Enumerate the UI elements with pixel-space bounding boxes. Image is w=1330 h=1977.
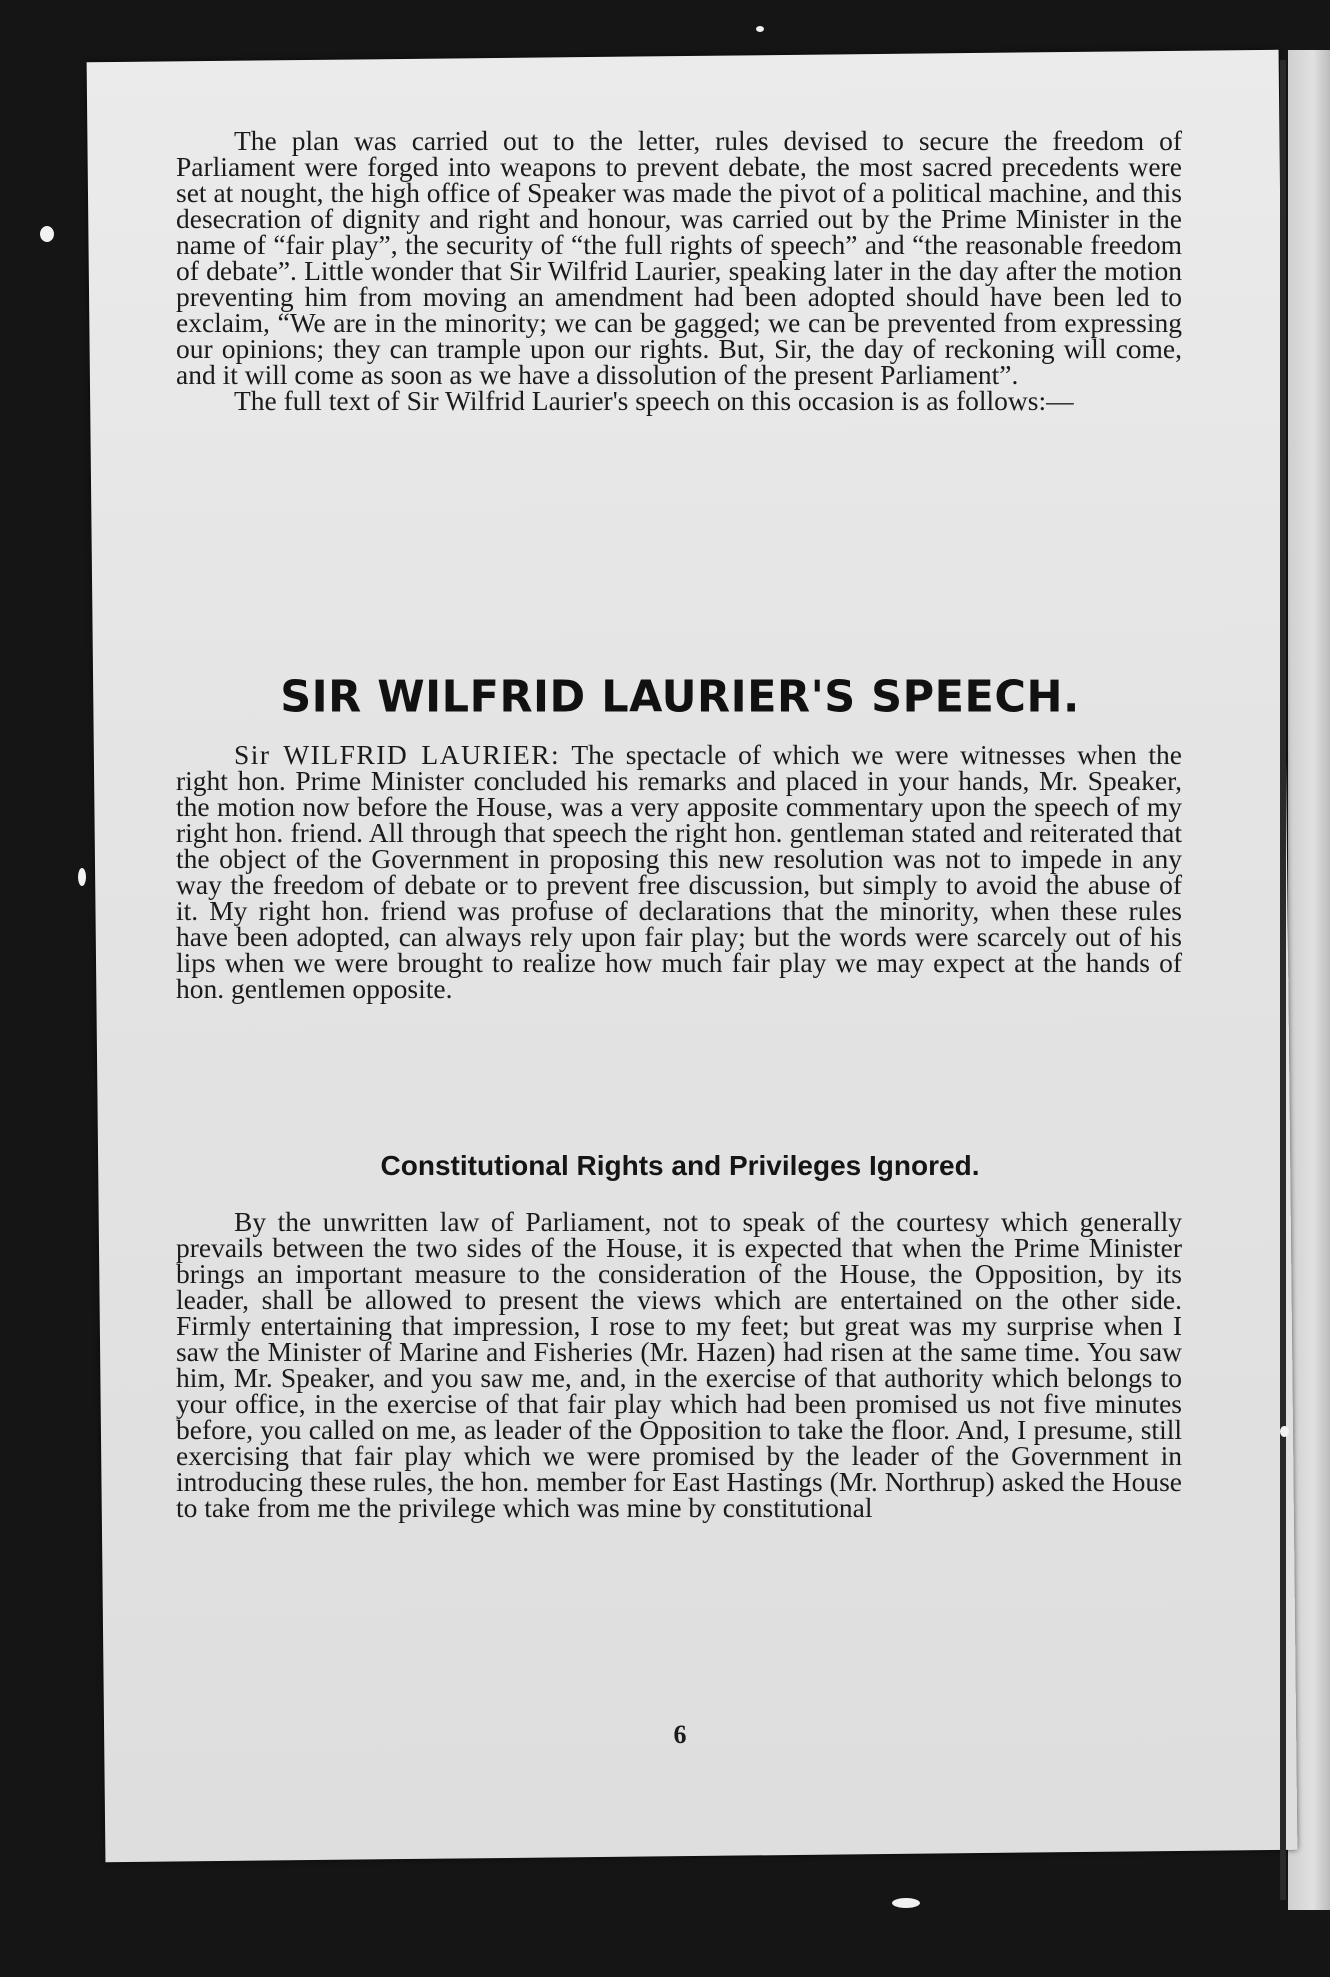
speech-section bbox=[176, 739, 1182, 1004]
scan-speck bbox=[892, 1898, 920, 1908]
scan-speck bbox=[1280, 1426, 1289, 1437]
speech-heading: SIR WILFRID LAURIER'S SPEECH. bbox=[280, 671, 1080, 723]
page-number: 6 bbox=[673, 1720, 687, 1749]
speech-paragraph bbox=[176, 739, 1182, 1004]
intro-paragraph: The plan was carried out to the letter, rules devised to secure the freedom of Parliament were forged into weapons to prevent debate, the most sacred precedents were set at nought, the high office of Speaker was made the pivot of a political machine, and this desecration of dignity and right and honour, was carried out by the Prime Minister in the name of “fair play”, the security of “the full rights of speech” and “the reasonable freedom of debate”. Little wonder that Sir Wilfrid Laurier, speaking later in the day after the motion preventing him from moving an amendment had been adopted should have been led to exclaim, “We are in the minority; we can be gagged; we can be prevented from expressing our opinions; they can trample upon our rights. But, Sir, the day of reckoning will come, and it will come as soon as we have a dissolution of the present Parliament”. bbox=[176, 125, 1182, 390]
speaker-name: Sir WILFRID LAURIER: bbox=[234, 739, 561, 770]
scan-speck bbox=[40, 226, 54, 242]
continued-section bbox=[176, 1206, 1182, 1523]
continued-paragraph: By the unwritten law of Parliament, not to speak of the courtesy which generally prevails between the two sides of the House, it is expected that when the Prime Minister brings an important measure to the consideration of the House, the Opposition, by its leader, shall be allowed to present the views which are entertained on the other side. Firmly entertaining that impression, I rose to my feet; but great was my surprise when I saw the Minister of Marine and Fisheries (Mr. Hazen) had risen at the same time. You saw him, Mr. Speaker, and you saw me, and, in the exercise of that authority which belongs to your office, in the exercise of that fair play which had been promised us not five minutes before, you called on me, as leader of the Opposition to take the floor. And, I presume, still exercising that fair play which we were promised by the leader of the Government in introducing these rules, the hon. member for East Hastings (Mr. Northrup) asked the House to take from me the privilege which was mine by constitutional bbox=[176, 1206, 1182, 1523]
scan-speck bbox=[756, 26, 764, 32]
page-gutter bbox=[1280, 60, 1286, 1900]
intro-section bbox=[176, 125, 1182, 416]
section-subheading: Constitutional Rights and Privileges Ignored. bbox=[380, 1150, 980, 1181]
intro-paragraph: The full text of Sir Wilfrid Laurier's speech on this occasion is as follows:— bbox=[234, 385, 1074, 416]
speech-text: The spectacle of which we were witnesses when the right hon. Prime Minister concluded his remarks and placed in your hands, Mr. Speaker, the motion now before the House, was a very apposite commentary upon the speech of my right hon. friend. All through that speech the right hon. gentleman stated and reiterated that the object of the Government in proposing this new resolution was not to impede in any way the freedom of debate or to prevent free discussion, but simply to avoid the abuse of it. My right hon. friend was profuse of declarations that the minority, when these rules have been adopted, can always rely upon fair play; but the words were scarcely out of his lips when we were brought to realize how much fair play we may expect at the hands of hon. gentlemen opposite. bbox=[176, 739, 1182, 1004]
scan-speck bbox=[78, 868, 86, 886]
